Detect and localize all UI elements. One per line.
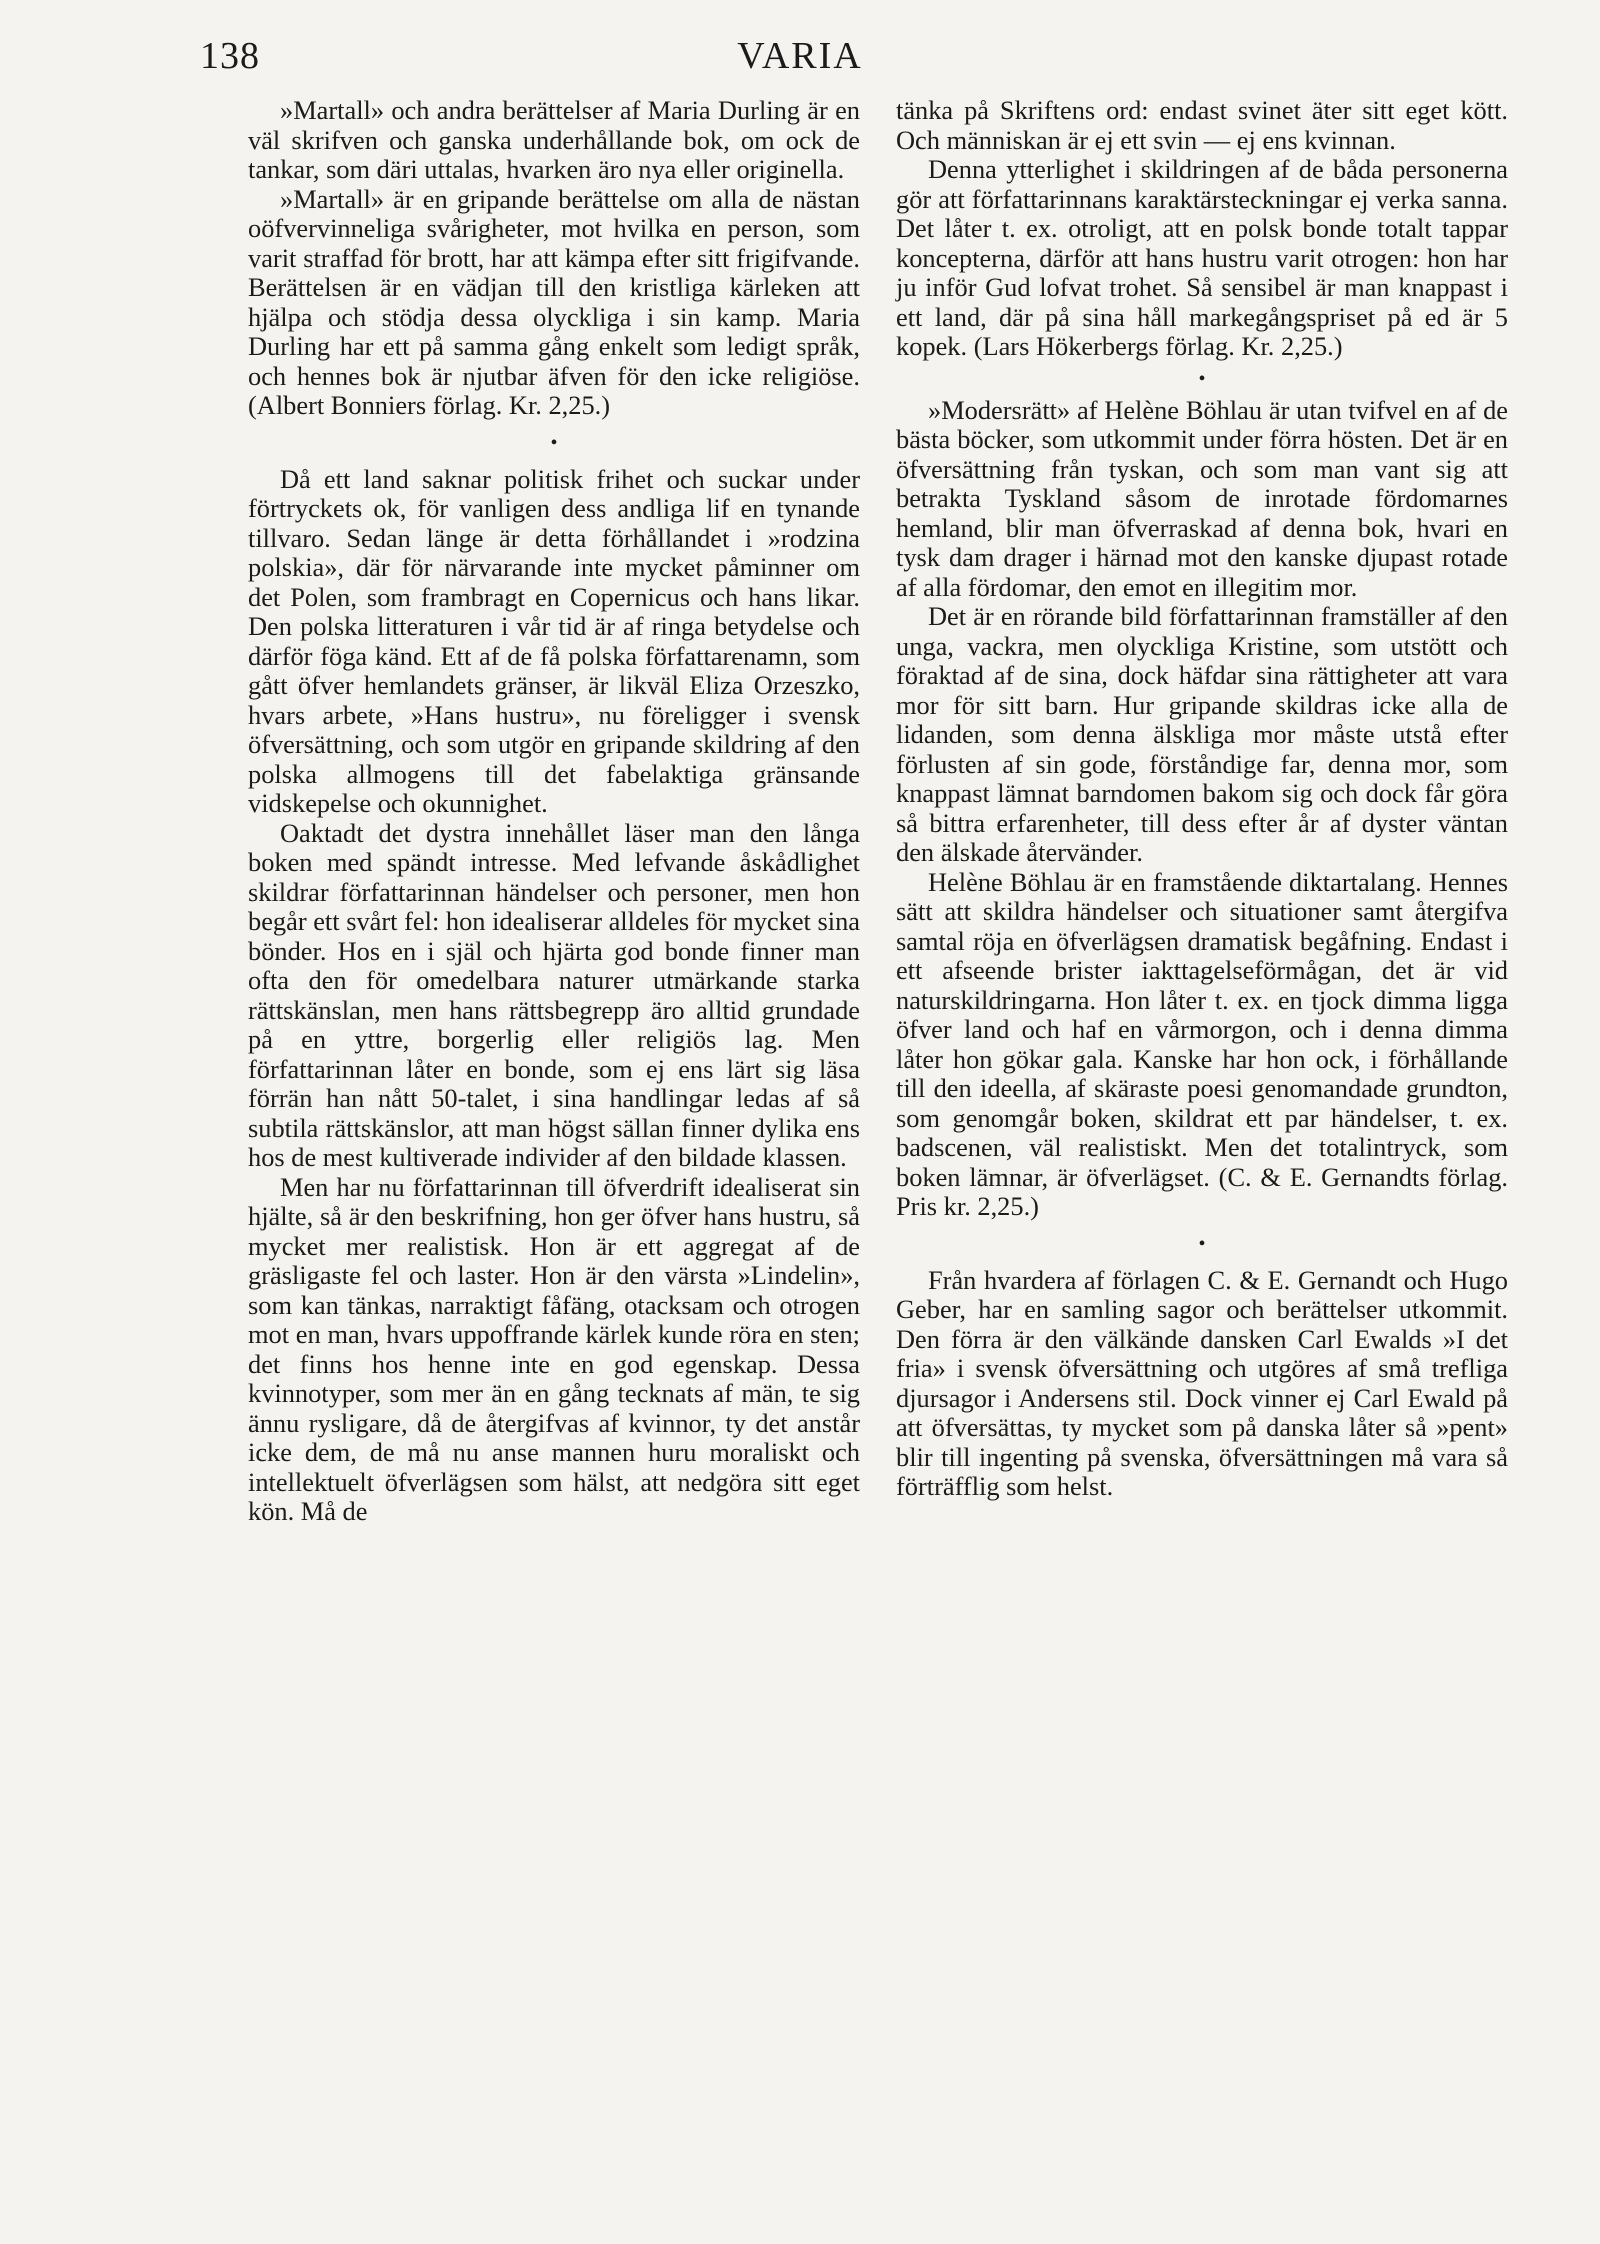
page-number: 138 xyxy=(200,35,260,77)
paragraph: Helène Böhlau är en framstående diktartalang. Hennes sätt att skildra händelser och situationer samt återgifva samtal röja en öfverlägsen dramatisk begåfning. Endast i ett afseende brister iakttagelseförmågan, det är vid naturskildringarna. Hon låter t. ex. en tjock dimma ligga öfver land och haf en vårmorgon, och i denna dimma låter hon gökar gala. Kanske har hon ock, i förhållande till den ideella, af skäraste poesi genomandade grundton, som genomgår boken, skildrat ett par händelser, t. ex. badscenen, väl realistiskt. Men det totalintryck, som boken lämnar, är öfverlägset. (C. & E. Gernandts förlag. Pris kr. 2,25.) xyxy=(896,866,1508,1221)
paragraph: »Modersrätt» af Helène Böhlau är utan tvifvel en af de bästa böcker, som utkommit under förra hösten. Det är en öfversättning från tyskan, och som man vant sig att betrakta Tyskland såsom de inrotade fördomarnes hemland, blir man öfverraskad af denna bok, hvari en tysk dam drager i härnad mot den kanske djupast rotade af alla fördomar, den emot en illegitim mor. xyxy=(896,394,1508,602)
paragraph: Det är en rörande bild författarinnan framställer af den unga, vackra, men olyckliga Kristine, som utstött och föraktad af de sina, dock häfdar sina rättigheter att vara mor för sitt barn. Hur gripande skildras icke alla de lidanden, som denna älskliga mor måste utstå efter förlusten af sin gode, förståndige far, denna mor, som knappast lämnat barndomen bakom sig och dock får göra så bittra erfarenheter, till dess efter år af dyster väntan den älskade återvänder. xyxy=(896,601,1508,867)
section-separator: • xyxy=(1198,367,1206,390)
right-column xyxy=(896,96,1508,1502)
left-column xyxy=(248,96,860,1527)
paragraph-continued: tänka på Skriftens ord: endast svinet äter sitt eget kött. Och människan är ej ett svin — ej ens kvinnan. xyxy=(896,95,1508,155)
paragraph: »Martall» och andra berättelser af Maria Durling är en väl skrifven och ganska underhållande bok, om ock de tankar, som däri uttalas, hvarken äro nya eller originella. xyxy=(248,95,860,184)
page-header xyxy=(0,24,1600,84)
section-separator: • xyxy=(1198,1232,1206,1255)
section-separator: • xyxy=(550,431,558,454)
paragraph: Från hvardera af förlagen C. & E. Gernandt och Hugo Geber, har en samling sagor och berättelser utkommit. Den förra är den välkände dansken Carl Ewalds »I det fria» i svensk öfversättning och utgöres af små trefliga djursagor i Andersens stil. Dock vinner ej Carl Ewald på att öfversättas, ty mycket som på danska låter så »pent» blir till ingenting på svenska, öfversättningen må vara så förträfflig som helst. xyxy=(896,1264,1508,1501)
paragraph: Denna ytterlighet i skildringen af de båda personerna gör att författarinnans karaktärsteckningar ej verka sanna. Det låter t. ex. otroligt, att en polsk bonde totalt tappar koncepterna, därför att hans hustru varit otrogen: hon har ju inför Gud lofvat trohet. Så sensibel är man knappast i ett land, där på sina håll markegångspriset på ed är 5 kopek. (Lars Hökerbergs förlag. Kr. 2,25.) xyxy=(896,154,1508,361)
paragraph: Då ett land saknar politisk frihet och suckar under förtryckets ok, för vanligen dess andliga lif en tynande tillvaro. Sedan länge är detta förhållandet i »rodzina polskia», där för närvarande inte mycket påminner om det Polen, som frambragt en Copernicus och hans likar. Den polska litteraturen i vår tid är af ringa betydelse och därför föga känd. Ett af de få polska författarenamn, som gått öfver hemlandets gränser, är likväl Eliza Orzeszko, hvars arbete, »Hans hustru», nu föreligger i svensk öfversättning, och som utgör en gripande skildring af den polska allmogens till det fabelaktiga gränsande vidskepelse och okunnighet. xyxy=(248,463,860,818)
paragraph: Oaktadt det dystra innehållet läser man den långa boken med spändt intresse. Med lefvande åskådlighet skildrar författarinnan händelser och personer, men hon begår ett svårt fel: hon idealiserar alldeles för mycket sina bönder. Hos en i själ och hjärta god bonde finner man ofta den för omedelbara naturer utmärkande starka rättskänslan, men hans rättsbegrepp äro alltid grundade på en yttre, borgerlig eller religiös lag. Men författarinnan låter en bonde, som ej ens lärt sig läsa förrän han nått 50-talet, i sina handlingar ledas af så subtila rättskänslor, att man högst sällan finner dylika ens hos de mest kultiverade individer af den bildade klassen. xyxy=(248,817,860,1172)
paragraph: »Martall» är en gripande berättelse om alla de nästan oöfvervinneliga svårigheter, mot hvilka en person, som varit straffad för brott, har att kämpa efter sitt frigifvande. Berättelsen är en vädjan till den kristliga kärleken att hjälpa och stödja dessa olyckliga i sin kamp. Maria Durling har ett på samma gång enkelt som ledigt språk, och hennes bok är njutbar äfven för den icke religiöse. (Albert Bonniers förlag. Kr. 2,25.) xyxy=(248,183,860,420)
paragraph: Men har nu författarinnan till öfverdrift idealiserat sin hjälte, så är den beskrifning, hon ger öfver hans hustru, så mycket mer realistisk. Hon är ett aggregat af de gräsligaste fel och laster. Hon är den värsta »Lindelin», som kan tänkas, narraktigt fåfäng, otacksam och otrogen mot en man, hvars uppoffrande kärlek kunde röra en sten; det finns hos henne inte en god egenskap. Dessa kvinnotyper, som mer än en gång tecknats af män, te sig ännu rysligare, då de återgifvas af kvinnor, ty det anstår icke dem, de må nu anse mannen huru moraliskt och intellektuelt öfverlägsen som hälst, att nedgöra sitt eget kön. Må de xyxy=(248,1171,860,1526)
running-title: VARIA xyxy=(737,35,863,77)
